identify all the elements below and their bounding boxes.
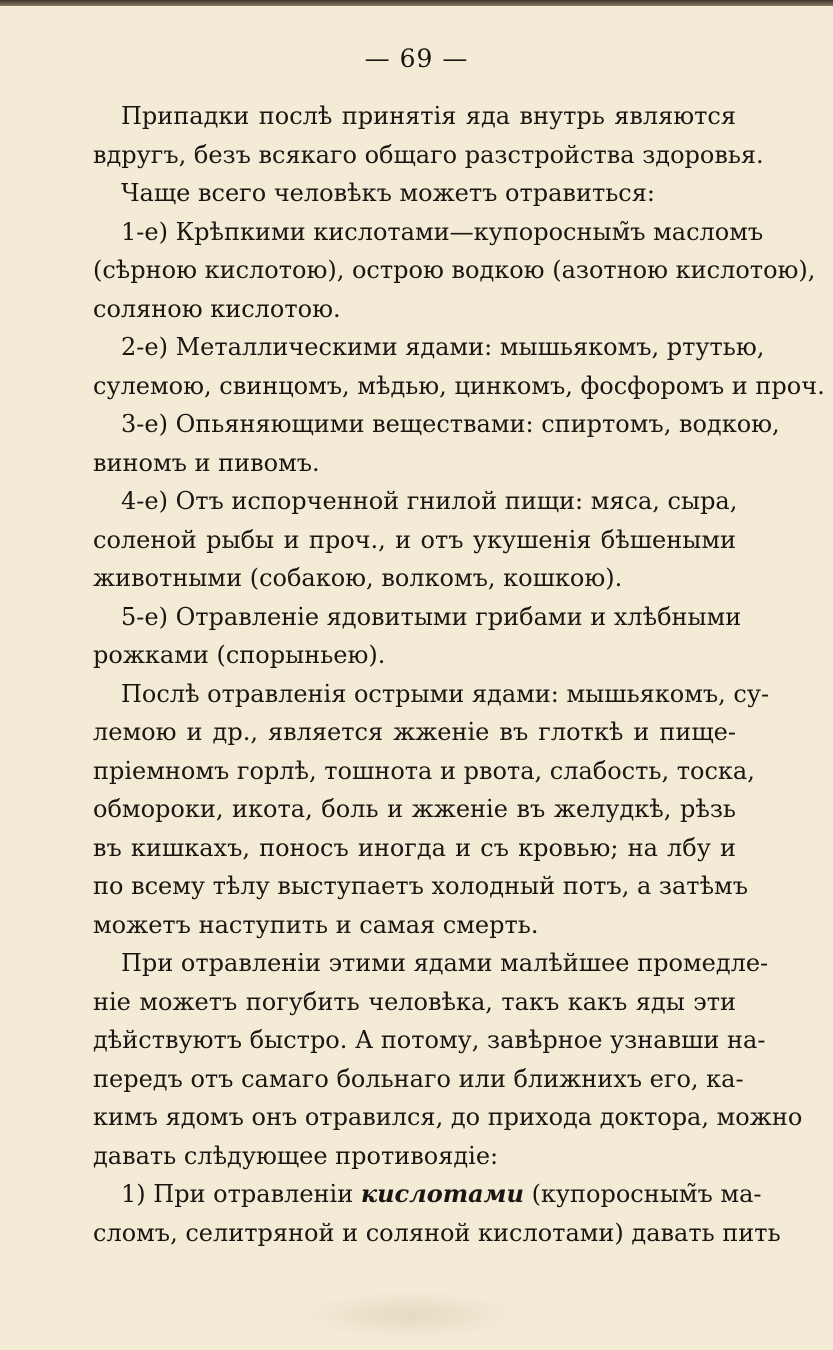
page-number: — 69 — xyxy=(364,44,469,73)
text-line: кимъ ядомъ онъ отравился, до прихода доктора, можно xyxy=(93,1103,803,1131)
final-line-after: (купоросным̃ъ ма- xyxy=(523,1180,762,1208)
text-line: животными (собакою, волкомъ, кошкою). xyxy=(93,564,623,592)
text-line: дѣйствуютъ быстро. А потому, завѣрное узнавши на- xyxy=(93,1026,766,1054)
paper-stain xyxy=(300,1290,520,1340)
text-line: ніе можетъ погубить человѣка, такъ какъ яды эти xyxy=(93,987,736,1016)
text-line: Послѣ отравленія острыми ядами: мышьякомъ, су- xyxy=(121,679,770,708)
text-line: соляною кислотою. xyxy=(93,294,341,323)
text-line: пріемномъ горлѣ, тошнота и рвота, слабость, тоска, xyxy=(93,756,755,785)
text-line: 2-е) Металлическими ядами: мышьякомъ, ртутью, xyxy=(121,333,765,361)
text-line: 1-е) Крѣпкими кислотами—купоросным̃ъ масломъ xyxy=(121,217,764,246)
text-line: 4-е) Отъ испорченной гнилой пищи: мяса, сыра, xyxy=(121,487,738,515)
text-line: виномъ и пивомъ. xyxy=(93,448,320,477)
text-line: 5-е) Отравленіе ядовитыми грибами и хлѣбными xyxy=(121,602,742,631)
text-line: передъ отъ самаго больнаго или ближнихъ его, ка- xyxy=(93,1064,744,1093)
text-line-final-2: сломъ, селитряной и соляной кислотами) давать пить xyxy=(93,1218,781,1247)
emphasized-word: кислотами xyxy=(360,1179,524,1208)
text-line: давать слѣдующее противоядіе: xyxy=(93,1141,499,1170)
text-line: рожками (спорыньею). xyxy=(93,641,386,669)
text-line: обмороки, икота, боль и жженіе въ желудкѣ, рѣзь xyxy=(93,795,736,823)
text-line: сулемою, свинцомъ, мѣдью, цинкомъ, фосфоромъ и проч. xyxy=(93,371,825,400)
text-line: лемою и др., является жженіе въ глоткѣ и пище- xyxy=(93,718,736,746)
text-line: по всему тѣлу выступаетъ холодный потъ, а затѣмъ xyxy=(93,872,748,900)
text-line: можетъ наступить и самая смерть. xyxy=(93,910,539,939)
text-line-final-1 xyxy=(93,1175,762,1214)
text-line: 3-е) Опьяняющими веществами: спиртомъ, водкою, xyxy=(121,410,780,438)
text-lines xyxy=(93,97,825,1175)
body-text xyxy=(93,97,825,1252)
text-line: При отравленіи этими ядами малѣйшее промедле- xyxy=(121,949,769,977)
text-line: Чаще всего человѣкъ можетъ отравиться: xyxy=(121,179,655,207)
text-line: Припадки послѣ принятія яда внутрь являются xyxy=(121,102,736,130)
text-line: въ кишкахъ, поносъ иногда и съ кровью; на лбу и xyxy=(93,833,736,862)
text-line: вдругъ, безъ всякаго общаго разстройства здоровья. xyxy=(93,140,764,169)
text-line: соленой рыбы и проч., и отъ укушенія бѣшеными xyxy=(93,525,736,554)
final-line-before: 1) При отравленіи xyxy=(121,1180,361,1208)
text-line: (сѣрною кислотою), острою водкою (азотною кислотою), xyxy=(93,256,816,284)
